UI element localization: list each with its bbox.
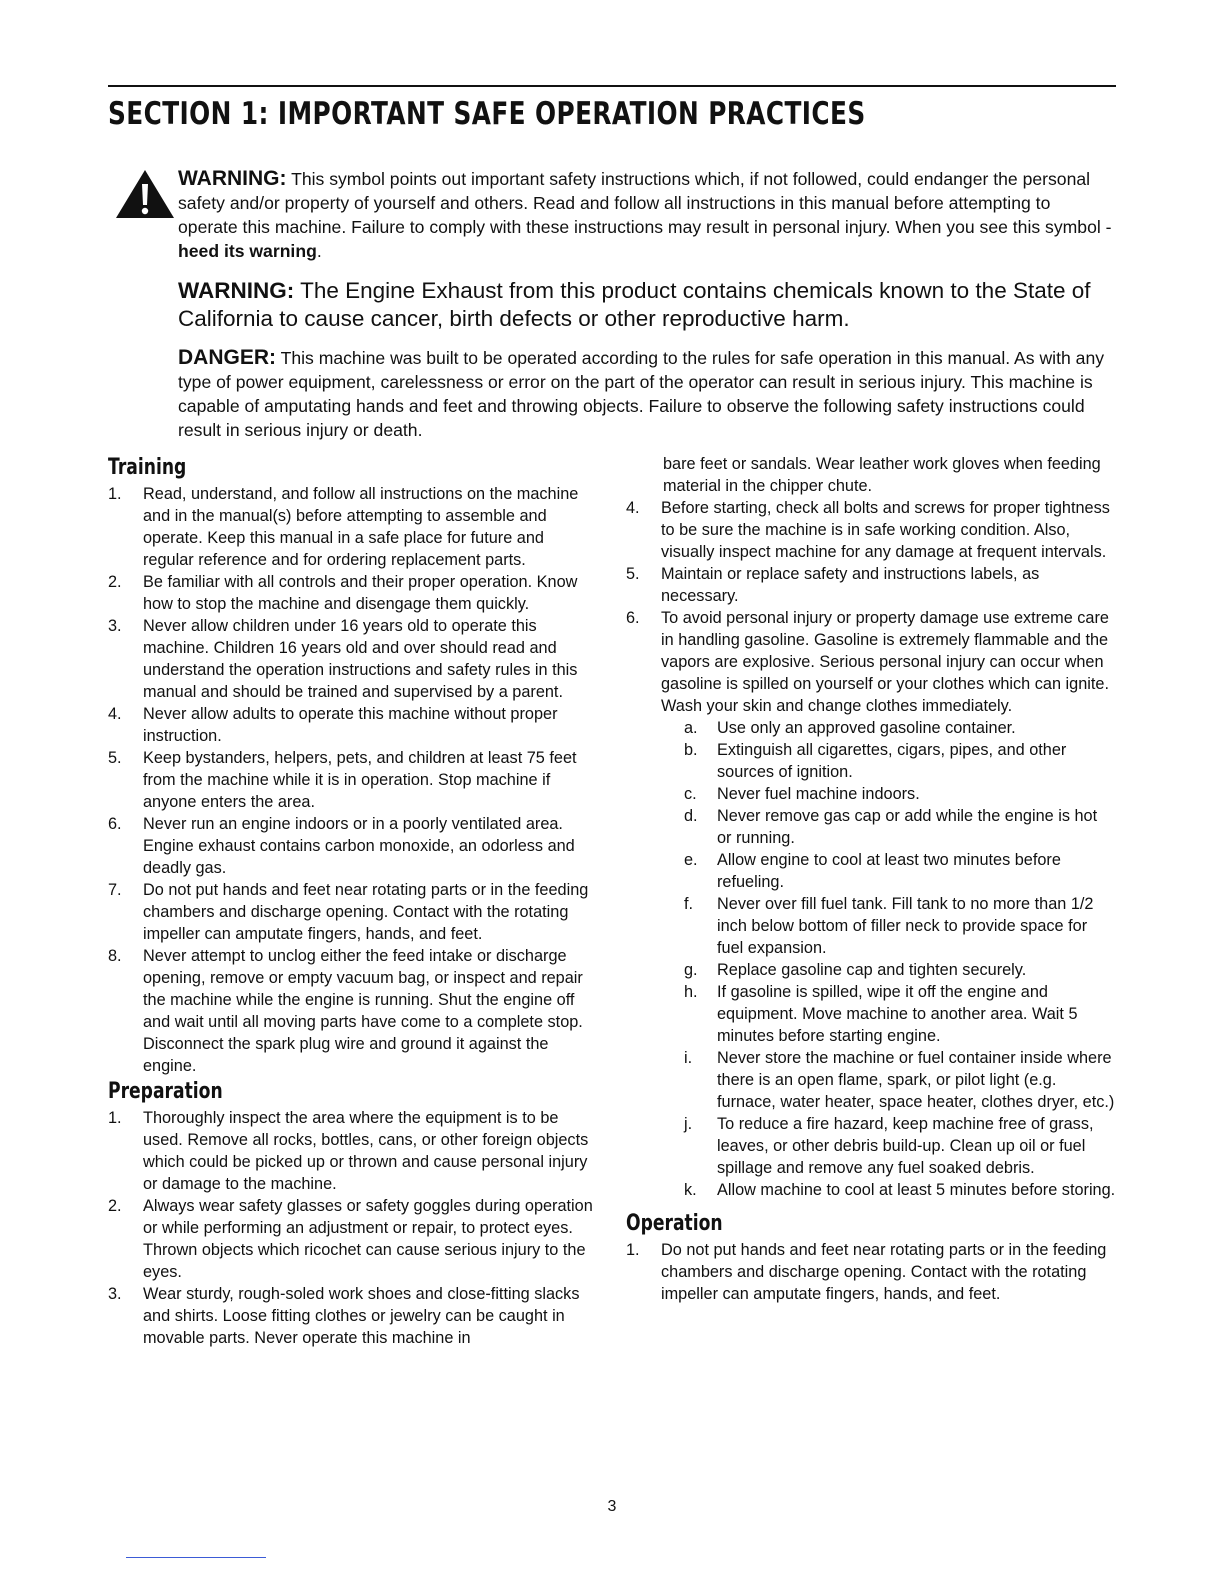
item-text: Be familiar with all controls and their proper operation. Know how to stop the machine and disengage them quickly.: [143, 573, 578, 613]
item-number: 1.: [108, 1109, 122, 1127]
list-item: [626, 497, 1116, 563]
item-text: Always wear safety glasses or safety goggles during operation or while performing an adjustment or repair, to protect eyes. Thrown objects which ricochet can cause serious injury to the eyes.: [143, 1197, 593, 1281]
item-text: Never attempt to unclog either the feed intake or discharge opening, remove or empty vacuum bag, or inspect and repair the machine while the engine is running. Shut the engine off and wait until all moving parts have come to a complete stop. Disconnect the spark plug wire and ground it against the engine.: [143, 947, 583, 1075]
list-item: [108, 813, 598, 879]
training-list: [108, 483, 598, 1077]
list-item: [108, 483, 598, 571]
list-item: [108, 571, 598, 615]
item-number: 4.: [626, 499, 640, 517]
list-item: [626, 563, 1116, 607]
subitem-letter: i.: [684, 1049, 693, 1067]
sublist-item: [661, 981, 1116, 1047]
subitem-letter: a.: [684, 719, 698, 737]
item-text: Before starting, check all bolts and screws for proper tightness to be sure the machine is in safe working condition. Also, visually inspect machine for any damage at frequent intervals.: [661, 499, 1110, 561]
subitem-text: Never store the machine or fuel container inside where there is an open flame, spark, or pilot light (e.g. furnace, water heater, space heater, clothes dryer, etc.): [717, 1049, 1115, 1111]
list-item: [108, 1107, 598, 1195]
training-heading: Training: [108, 455, 187, 480]
right-column: [626, 453, 1116, 1305]
item-number: 2.: [108, 573, 122, 591]
sublist-item: [661, 959, 1116, 981]
item-text: Wear sturdy, rough-soled work shoes and close-fitting slacks and shirts. Loose fitting clothes or jewelry can be caught in movable parts. Never operate this machine in: [143, 1285, 580, 1347]
subitem-letter: b.: [684, 741, 698, 759]
warning-notice-safety: [178, 167, 1113, 263]
item-number: 6.: [626, 609, 640, 627]
list-item: [108, 879, 598, 945]
preparation-heading: Preparation: [108, 1079, 223, 1104]
item-text: Keep bystanders, helpers, pets, and children at least 75 feet from the machine while it is in operation. Stop machine if anyone enters the area.: [143, 749, 577, 811]
subitem-letter: d.: [684, 807, 698, 825]
warning-text: The Engine Exhaust from this product contains chemicals known to the State of California to cause cancer, birth defects or other reproductive harm.: [178, 278, 1091, 331]
subitem-text: Extinguish all cigarettes, cigars, pipes, and other sources of ignition.: [717, 741, 1067, 781]
item-number: 5.: [626, 565, 640, 583]
list-item: [108, 1195, 598, 1283]
subitem-text: To reduce a fire hazard, keep machine free of grass, leaves, or other debris build-up. Clean up oil or fuel spillage and remove any fuel soaked debris.: [717, 1115, 1094, 1177]
list-item: [108, 747, 598, 813]
item-number: 3.: [108, 1285, 122, 1303]
subitem-text: Use only an approved gasoline container.: [717, 719, 1016, 737]
preparation-continuation: bare feet or sandals. Wear leather work gloves when feeding material in the chipper chute.: [663, 455, 1101, 495]
item-number: 6.: [108, 815, 122, 833]
warning-notice-california: [178, 277, 1113, 333]
subitem-text: Replace gasoline cap and tighten securely.: [717, 961, 1027, 979]
item-text: Thoroughly inspect the area where the equipment is to be used. Remove all rocks, bottles, cans, or other foreign objects which could be picked up or thrown and cause personal injury or damage to the machine.: [143, 1109, 589, 1193]
danger-keyword: DANGER:: [178, 346, 276, 369]
list-item: [108, 945, 598, 1077]
danger-notice: [178, 346, 1113, 442]
sublist-item: [661, 849, 1116, 893]
item-number: 5.: [108, 749, 122, 767]
item-number: 3.: [108, 617, 122, 635]
bottom-link-line: [126, 1557, 266, 1558]
item-number: 1.: [626, 1241, 640, 1259]
subitem-letter: j.: [684, 1115, 693, 1133]
item-number: 1.: [108, 485, 122, 503]
sublist-item: [661, 893, 1116, 959]
item-number: 7.: [108, 881, 122, 899]
item-text: Read, understand, and follow all instructions on the machine and in the manual(s) before attempting to assemble and operate. Keep this manual in a safe place for future and regular reference and for ordering replacement parts.: [143, 485, 579, 569]
sublist-item: [661, 1179, 1116, 1201]
preparation-list: [108, 1107, 598, 1349]
subitem-letter: f.: [684, 895, 694, 913]
subitem-letter: c.: [684, 785, 697, 803]
subitem-letter: h.: [684, 983, 698, 1001]
list-item: [626, 1239, 1116, 1305]
item-text: Do not put hands and feet near rotating parts or in the feeding chambers and discharge opening. Contact with the rotating impeller can amputate fingers, hands, and feet.: [661, 1241, 1107, 1303]
page-number: 3: [607, 1498, 617, 1515]
list-item: [626, 607, 1116, 1201]
warning-text: This symbol points out important safety instructions which, if not followed, could endanger the personal safety and/or property of yourself and others. Read and follow all instructions in this manual before attempting to operate this machine. Failure to comply with these instructions may result in personal injury. When you see this symbol -: [178, 169, 1112, 237]
item-text: Do not put hands and feet near rotating parts or in the feeding chambers and discharge opening. Contact with the rotating impeller can amputate fingers, hands, and feet.: [143, 881, 589, 943]
subitem-text: Allow engine to cool at least two minutes before refueling.: [717, 851, 1061, 891]
sublist-item: [661, 739, 1116, 783]
item-number: 8.: [108, 947, 122, 965]
item-text: Never run an engine indoors or in a poorly ventilated area. Engine exhaust contains carbon monoxide, an odorless and deadly gas.: [143, 815, 575, 877]
warning-emphasis: heed its warning: [178, 241, 317, 261]
preparation-list-continued: [626, 497, 1116, 1201]
subitem-letter: e.: [684, 851, 698, 869]
warning-keyword: WARNING:: [178, 167, 287, 190]
subitem-text: Never fuel machine indoors.: [717, 785, 920, 803]
item-number: 2.: [108, 1197, 122, 1215]
subitem-text: If gasoline is spilled, wipe it off the engine and equipment. Move machine to another area. Wait 5 minutes before starting engine.: [717, 983, 1078, 1045]
sublist-item: [661, 783, 1116, 805]
section-title: SECTION 1: IMPORTANT SAFE OPERATION PRACTICES: [108, 96, 866, 132]
subitem-text: Never over fill fuel tank. Fill tank to no more than 1/2 inch below bottom of filler neck to provide space for fuel expansion.: [717, 895, 1094, 957]
sublist-item: [661, 717, 1116, 739]
list-item: [108, 615, 598, 703]
list-item: [108, 1283, 598, 1349]
subitem-letter: k.: [684, 1181, 697, 1199]
item-text: To avoid personal injury or property damage use extreme care in handling gasoline. Gasoline is extremely flammable and the vapors are explosive. Serious personal injury can occur when gasoline is spilled on yourself or your clothes which can ignite. Wash your skin and change clothes immediately.: [661, 609, 1109, 715]
item-text: Maintain or replace safety and instructions labels, as necessary.: [661, 565, 1040, 605]
sublist-item: [661, 1113, 1116, 1179]
subitem-letter: g.: [684, 961, 698, 979]
item-text: Never allow adults to operate this machine without proper instruction.: [143, 705, 558, 745]
warning-triangle-icon: [114, 168, 176, 220]
operation-list: [626, 1239, 1116, 1305]
sublist-item: [661, 1047, 1116, 1113]
subitem-text: Never remove gas cap or add while the engine is hot or running.: [717, 807, 1098, 847]
list-item: [108, 703, 598, 747]
item-number: 4.: [108, 705, 122, 723]
gasoline-sublist: [661, 717, 1116, 1201]
sublist-item: [661, 805, 1116, 849]
item-text: Never allow children under 16 years old to operate this machine. Children 16 years old and over should read and understand the operation instructions and safety rules in this manual and should be trained and supervised by a parent.: [143, 617, 578, 701]
left-column: [108, 453, 598, 1349]
warning-keyword: WARNING:: [178, 278, 295, 303]
danger-text: This machine was built to be operated according to the rules for safe operation in this manual. As with any type of power equipment, carelessness or error on the part of the operator can result in serious injury. This machine is capable of amputating hands and feet and throwing objects. Failure to observe the following safety instructions could result in serious injury or death.: [178, 348, 1105, 440]
top-rule: [108, 85, 1116, 87]
warning-end: .: [316, 241, 322, 261]
operation-heading: Operation: [626, 1211, 723, 1236]
subitem-text: Allow machine to cool at least 5 minutes before storing.: [717, 1181, 1116, 1199]
